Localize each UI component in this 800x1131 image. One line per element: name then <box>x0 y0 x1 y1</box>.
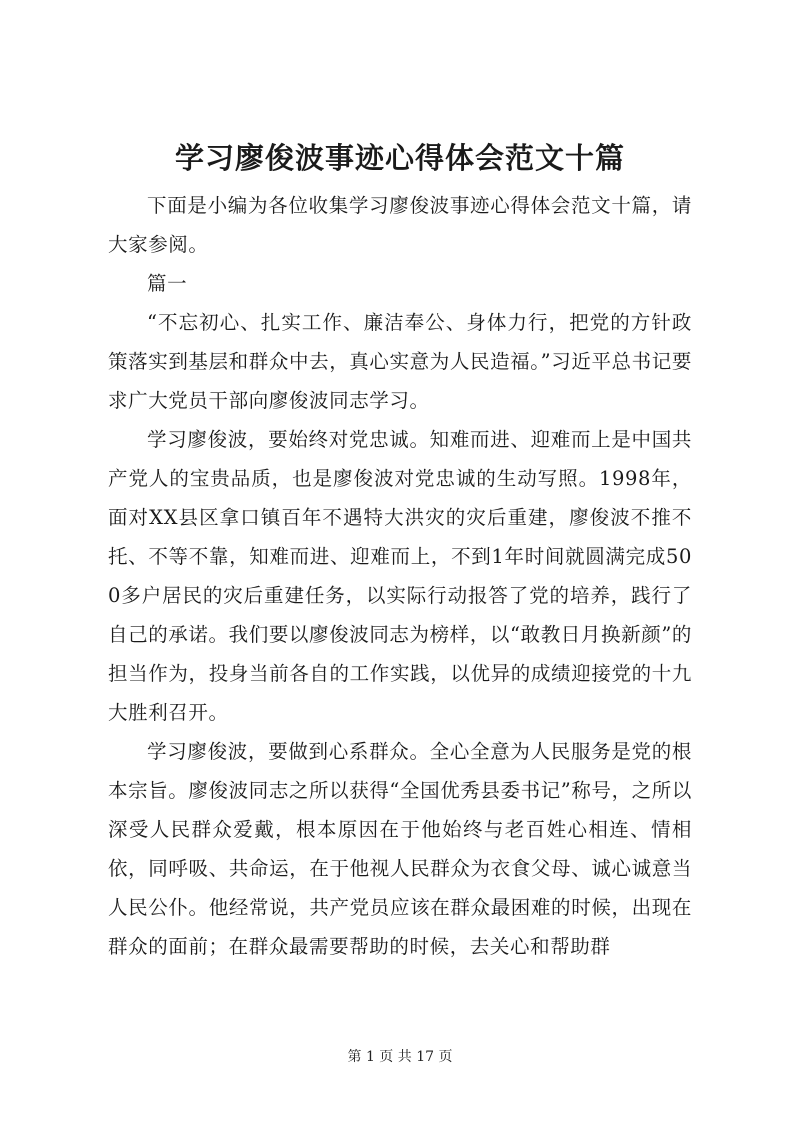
paragraph-quote: “不忘初心、扎实工作、廉洁奉公、身体力行，把党的方针政策落实到基层和群众中去，真心实意为人民造福。”习近平总书记要求广大党员干部向廖俊波同志学习。 <box>108 311 692 412</box>
document-title: 学习廖俊波事迹心得体会范文十篇 <box>174 141 625 175</box>
document-body <box>108 186 692 966</box>
page-footer: 第 1 页 共 17 页 <box>347 1049 453 1065</box>
paragraph-section-heading: 篇一 <box>147 272 188 295</box>
paragraph-loyalty: 学习廖俊波，要始终对党忠诚。知难而进、迎难而上是中国共产党人的宝贵品质，也是廖俊波对党忠诚的生动写照。1998年，面对XX县区拿口镇百年不遇特大洪灾的灾后重建，廖俊波不推不托、不等不靠，知难而进、迎难而上，不到1年时间就圆满完成500多户居民的灾后重建任务，以实际行动报答了党的培养，践行了自己的承诺。我们要以廖俊波同志为榜样，以“敢教日月换新颜”的担当作为，投身当前各自的工作实践，以优异的成绩迎接党的十九大胜利召开。 <box>108 428 692 724</box>
paragraph-masses: 学习廖俊波，要做到心系群众。全心全意为人民服务是党的根本宗旨。廖俊波同志之所以获得“全国优秀县委书记”称号，之所以深受人民群众爱戴，根本原因在于他始终与老百姓心相连、情相依，同呼吸、共命运，在于他视人民群众为衣食父母、诚心诚意当人民公仆。他经常说，共产党员应该在群众最困难的时候，出现在群众的面前；在群众最需要帮助的时候，去关心和帮助群 <box>108 740 692 958</box>
paragraph-intro: 下面是小编为各位收集学习廖俊波事迹心得体会范文十篇，请大家参阅。 <box>108 194 692 256</box>
